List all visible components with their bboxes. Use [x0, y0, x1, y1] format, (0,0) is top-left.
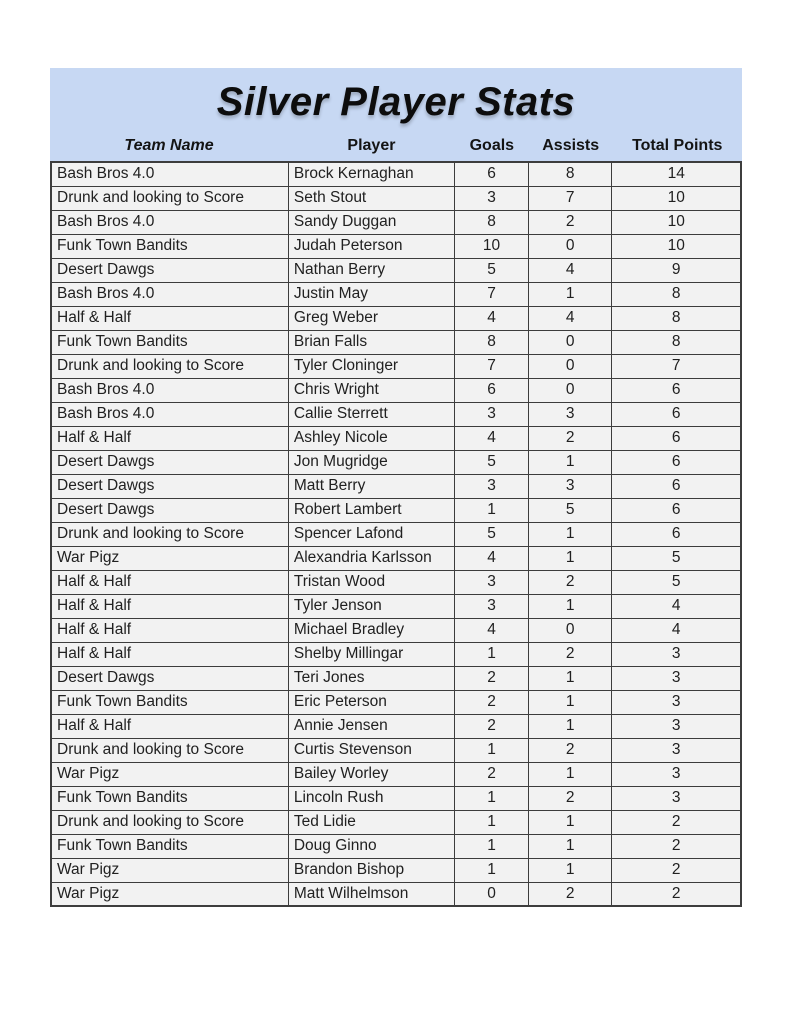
cell-team: Half & Half	[51, 618, 288, 642]
cell-team: War Pigz	[51, 762, 288, 786]
cell-goals: 8	[455, 210, 529, 234]
cell-assists: 0	[528, 378, 611, 402]
cell-player: Brian Falls	[288, 330, 454, 354]
table-row	[51, 570, 741, 594]
table-row	[51, 642, 741, 666]
cell-total: 10	[612, 186, 741, 210]
cell-total: 2	[612, 834, 741, 858]
cell-total: 8	[612, 282, 741, 306]
table-row	[51, 498, 741, 522]
cell-player: Ashley Nicole	[288, 426, 454, 450]
cell-goals: 1	[455, 738, 529, 762]
cell-player: Brock Kernaghan	[288, 162, 454, 186]
cell-goals: 1	[455, 786, 529, 810]
cell-total: 14	[612, 162, 741, 186]
cell-team: Drunk and looking to Score	[51, 738, 288, 762]
cell-assists: 1	[528, 858, 611, 882]
cell-total: 3	[612, 786, 741, 810]
cell-total: 10	[612, 234, 741, 258]
cell-player: Tyler Jenson	[288, 594, 454, 618]
table-row	[51, 834, 741, 858]
cell-player: Tyler Cloninger	[288, 354, 454, 378]
cell-goals: 2	[455, 714, 529, 738]
cell-total: 7	[612, 354, 741, 378]
cell-goals: 10	[455, 234, 529, 258]
table-row	[51, 282, 741, 306]
cell-assists: 7	[528, 186, 611, 210]
cell-goals: 4	[455, 426, 529, 450]
cell-goals: 2	[455, 666, 529, 690]
cell-team: Bash Bros 4.0	[51, 378, 288, 402]
cell-assists: 1	[528, 594, 611, 618]
cell-total: 4	[612, 594, 741, 618]
cell-assists: 1	[528, 666, 611, 690]
cell-goals: 3	[455, 594, 529, 618]
cell-goals: 7	[455, 354, 529, 378]
cell-total: 6	[612, 402, 741, 426]
cell-player: Michael Bradley	[288, 618, 454, 642]
cell-player: Robert Lambert	[288, 498, 454, 522]
cell-player: Jon Mugridge	[288, 450, 454, 474]
cell-team: Desert Dawgs	[51, 474, 288, 498]
column-header-total-points: Total Points	[632, 137, 723, 154]
cell-assists: 3	[528, 402, 611, 426]
cell-total: 3	[612, 642, 741, 666]
cell-goals: 1	[455, 810, 529, 834]
cell-goals: 3	[455, 570, 529, 594]
cell-player: Lincoln Rush	[288, 786, 454, 810]
cell-player: Brandon Bishop	[288, 858, 454, 882]
column-header-goals: Goals	[469, 137, 515, 154]
cell-player: Annie Jensen	[288, 714, 454, 738]
cell-assists: 8	[528, 162, 611, 186]
cell-assists: 1	[528, 522, 611, 546]
cell-assists: 0	[528, 330, 611, 354]
cell-total: 10	[612, 210, 741, 234]
cell-total: 3	[612, 666, 741, 690]
cell-team: Bash Bros 4.0	[51, 282, 288, 306]
cell-goals: 8	[455, 330, 529, 354]
column-header-player: Player	[347, 137, 396, 154]
table-row	[51, 810, 741, 834]
cell-team: Funk Town Bandits	[51, 234, 288, 258]
column-header-team-name: Team Name	[124, 137, 214, 154]
cell-assists: 2	[528, 210, 611, 234]
table-row	[51, 762, 741, 786]
column-header-row	[50, 131, 742, 161]
cell-player: Matt Wilhelmson	[288, 882, 454, 906]
cell-goals: 6	[455, 162, 529, 186]
cell-assists: 2	[528, 426, 611, 450]
cell-goals: 1	[455, 834, 529, 858]
table-row	[51, 162, 741, 186]
cell-team: Drunk and looking to Score	[51, 354, 288, 378]
cell-goals: 4	[455, 618, 529, 642]
cell-team: Half & Half	[51, 570, 288, 594]
cell-team: Half & Half	[51, 642, 288, 666]
table-row	[51, 426, 741, 450]
cell-team: Bash Bros 4.0	[51, 210, 288, 234]
table-row	[51, 666, 741, 690]
cell-player: Chris Wright	[288, 378, 454, 402]
cell-assists: 0	[528, 234, 611, 258]
cell-team: Drunk and looking to Score	[51, 522, 288, 546]
cell-team: War Pigz	[51, 546, 288, 570]
cell-total: 3	[612, 690, 741, 714]
table-row	[51, 522, 741, 546]
cell-assists: 5	[528, 498, 611, 522]
cell-player: Eric Peterson	[288, 690, 454, 714]
column-header-assists: Assists	[542, 137, 600, 154]
table-row	[51, 354, 741, 378]
cell-assists: 1	[528, 762, 611, 786]
cell-total: 5	[612, 546, 741, 570]
stats-table-body	[51, 162, 741, 906]
cell-goals: 1	[455, 642, 529, 666]
table-row	[51, 474, 741, 498]
cell-assists: 2	[528, 882, 611, 906]
cell-assists: 2	[528, 786, 611, 810]
cell-player: Sandy Duggan	[288, 210, 454, 234]
table-row	[51, 882, 741, 906]
cell-assists: 1	[528, 810, 611, 834]
cell-total: 5	[612, 570, 741, 594]
cell-player: Bailey Worley	[288, 762, 454, 786]
table-row	[51, 594, 741, 618]
table-row	[51, 690, 741, 714]
cell-assists: 1	[528, 714, 611, 738]
cell-assists: 0	[528, 618, 611, 642]
cell-total: 6	[612, 522, 741, 546]
cell-total: 3	[612, 762, 741, 786]
cell-team: Desert Dawgs	[51, 258, 288, 282]
cell-player: Callie Sterrett	[288, 402, 454, 426]
table-row	[51, 738, 741, 762]
stats-sheet	[50, 68, 742, 907]
cell-total: 6	[612, 426, 741, 450]
cell-team: Desert Dawgs	[51, 450, 288, 474]
cell-total: 8	[612, 330, 741, 354]
cell-assists: 2	[528, 570, 611, 594]
cell-team: War Pigz	[51, 858, 288, 882]
table-row	[51, 618, 741, 642]
cell-total: 3	[612, 714, 741, 738]
page-title: Silver Player Stats	[216, 80, 576, 124]
cell-team: Drunk and looking to Score	[51, 810, 288, 834]
table-row	[51, 378, 741, 402]
cell-assists: 2	[528, 738, 611, 762]
cell-player: Teri Jones	[288, 666, 454, 690]
cell-total: 8	[612, 306, 741, 330]
cell-assists: 2	[528, 642, 611, 666]
table-row	[51, 786, 741, 810]
table-row	[51, 210, 741, 234]
table-row	[51, 186, 741, 210]
cell-goals: 2	[455, 690, 529, 714]
cell-goals: 7	[455, 282, 529, 306]
cell-total: 2	[612, 882, 741, 906]
cell-assists: 1	[528, 450, 611, 474]
cell-goals: 3	[455, 474, 529, 498]
table-row	[51, 234, 741, 258]
cell-goals: 4	[455, 546, 529, 570]
cell-total: 2	[612, 858, 741, 882]
cell-player: Shelby Millingar	[288, 642, 454, 666]
cell-player: Greg Weber	[288, 306, 454, 330]
cell-team: Desert Dawgs	[51, 666, 288, 690]
cell-total: 2	[612, 810, 741, 834]
cell-team: War Pigz	[51, 882, 288, 906]
table-row	[51, 450, 741, 474]
cell-team: Funk Town Bandits	[51, 690, 288, 714]
cell-team: Half & Half	[51, 594, 288, 618]
cell-player: Doug Ginno	[288, 834, 454, 858]
cell-team: Desert Dawgs	[51, 498, 288, 522]
table-row	[51, 330, 741, 354]
cell-team: Funk Town Bandits	[51, 786, 288, 810]
cell-goals: 4	[455, 306, 529, 330]
cell-goals: 1	[455, 858, 529, 882]
cell-player: Matt Berry	[288, 474, 454, 498]
table-row	[51, 858, 741, 882]
cell-goals: 3	[455, 402, 529, 426]
cell-assists: 1	[528, 834, 611, 858]
cell-goals: 1	[455, 498, 529, 522]
cell-player: Justin May	[288, 282, 454, 306]
cell-team: Drunk and looking to Score	[51, 186, 288, 210]
cell-total: 3	[612, 738, 741, 762]
cell-total: 6	[612, 498, 741, 522]
cell-player: Tristan Wood	[288, 570, 454, 594]
cell-goals: 3	[455, 186, 529, 210]
cell-total: 9	[612, 258, 741, 282]
cell-total: 6	[612, 378, 741, 402]
cell-player: Curtis Stevenson	[288, 738, 454, 762]
stats-table	[50, 161, 742, 907]
cell-team: Half & Half	[51, 426, 288, 450]
cell-assists: 3	[528, 474, 611, 498]
cell-player: Alexandria Karlsson	[288, 546, 454, 570]
cell-assists: 0	[528, 354, 611, 378]
cell-assists: 1	[528, 690, 611, 714]
cell-assists: 1	[528, 282, 611, 306]
table-row	[51, 258, 741, 282]
cell-goals: 5	[455, 258, 529, 282]
cell-team: Bash Bros 4.0	[51, 162, 288, 186]
cell-total: 6	[612, 474, 741, 498]
table-row	[51, 402, 741, 426]
cell-goals: 5	[455, 522, 529, 546]
table-row	[51, 714, 741, 738]
cell-team: Half & Half	[51, 306, 288, 330]
cell-total: 6	[612, 450, 741, 474]
header-banner	[50, 68, 742, 161]
cell-goals: 5	[455, 450, 529, 474]
cell-goals: 6	[455, 378, 529, 402]
cell-goals: 0	[455, 882, 529, 906]
cell-assists: 1	[528, 546, 611, 570]
cell-player: Judah Peterson	[288, 234, 454, 258]
cell-team: Half & Half	[51, 714, 288, 738]
table-row	[51, 546, 741, 570]
cell-team: Funk Town Bandits	[51, 330, 288, 354]
cell-player: Spencer Lafond	[288, 522, 454, 546]
cell-assists: 4	[528, 258, 611, 282]
cell-player: Nathan Berry	[288, 258, 454, 282]
cell-team: Funk Town Bandits	[51, 834, 288, 858]
table-row	[51, 306, 741, 330]
cell-assists: 4	[528, 306, 611, 330]
cell-player: Seth Stout	[288, 186, 454, 210]
cell-total: 4	[612, 618, 741, 642]
cell-player: Ted Lidie	[288, 810, 454, 834]
cell-goals: 2	[455, 762, 529, 786]
cell-team: Bash Bros 4.0	[51, 402, 288, 426]
